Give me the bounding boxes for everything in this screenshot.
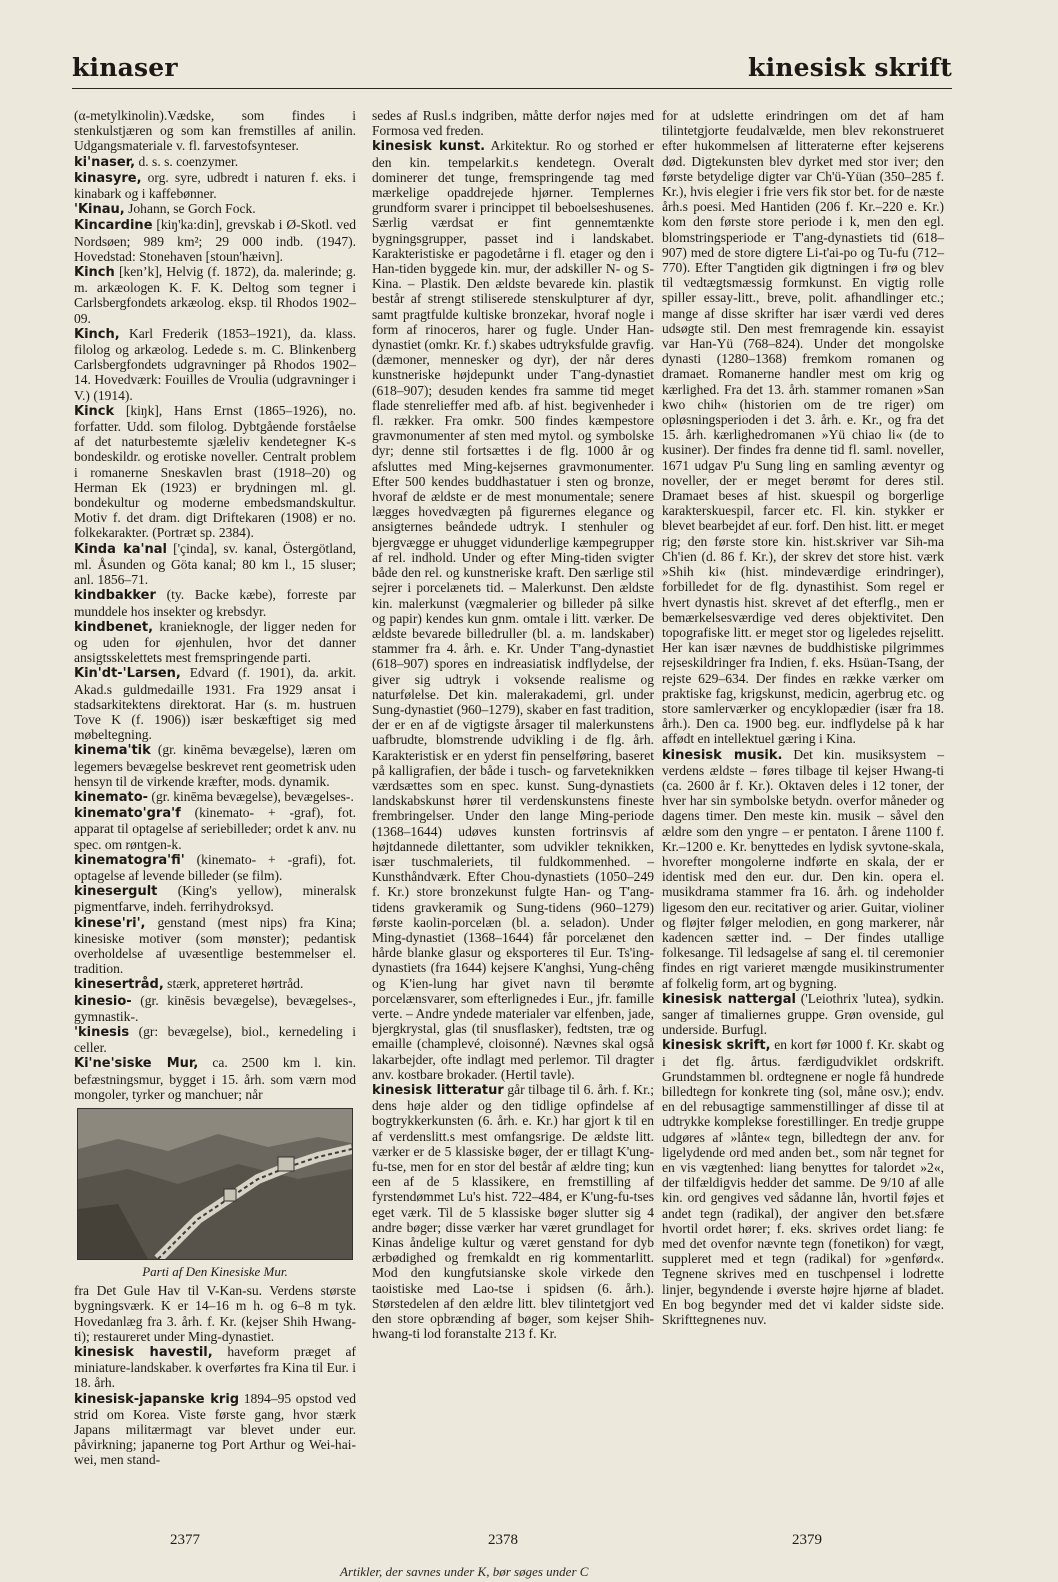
great-wall-figure: [74, 1108, 356, 1279]
dictionary-entry: [74, 619, 356, 666]
great-wall-photo: [77, 1108, 353, 1260]
dictionary-entry: [74, 541, 356, 588]
entry-text: org. syre, udbredt i naturen f. eks. i kinabark og i kaffebønner.: [74, 169, 356, 202]
entry-text: (gr. kinēsis bevægelse), bevægelses-, gymnastik-.: [74, 992, 356, 1024]
entry-headword: Kin'dt-'Larsen,: [74, 666, 181, 682]
entry-text: [kenʼk], Helvig (f. 1872), da. malerinde; g. m. arkæologen K. F. K. Deltog som tegner i Carlsbergfondets arkæolog. eksp. til Rhodos 1902–09.: [74, 264, 356, 326]
entry-headword: ki'naser,: [74, 154, 136, 170]
entry-text: (gr. kinēma bevægelse), bevægelses-.: [148, 788, 354, 804]
entry-text: [kiŋ'ka:din], grevskab i Ø-Skotl. ved Nordsøen; 989 km²; 29 000 indb. (1947). Hovedstad: Stonehaven [stoun'hæivn].: [74, 217, 356, 264]
entry-text: (kinemato- + -graf), fot. apparat til optagelse af seriebilleder; ordet k anv. nu spec. om røntgen-k.: [74, 805, 356, 852]
entry-headword: kinesisk kunst.: [372, 139, 486, 155]
entry-text: (ty. Backe kæbe), forreste par munddele hos insekter og krebsdyr.: [74, 587, 356, 619]
entry-text: (gr. kinēma bevægelse), læren om legemers bevægelse beskrevet rent geometrisk uden hensyn til de virkende kræfter, mods. dynamik.: [74, 742, 356, 789]
entry-headword: Ki'ne'siske Mur,: [74, 1056, 199, 1072]
dictionary-entry: [372, 1082, 654, 1341]
entry-text: Det kin. musiksystem – verdens ældste – føres tilbage til kejser Hwang-ti (ca. 2600 år f. Kr.). Oktaven deles i 12 toner, der hver har sin symbolske betydn. overfor måneder og dagens timer. Den meste kin. musik – såvel den ældre som den yngre – er pentaton. I årene 1100 f. Kr.–1200 e. Kr. benyttedes en lydisk syvtone-skala, hvorefter mongolerne indførte en skala, der er identisk med den eur. dur. Den kin. opera el. musikdrama stammer fra 16. årh. og indeholder ligesom den eur. recitativer og arier. Guitar, violiner og fløjter følger melodien, en gong markerer, når kadencen sætter ind. – Der findes utallige folkesange. Til ledsagelse af sang el. til ceremonier findes en rigt varieret mængde musikinstrumenter af folkelig form, art og bygning.: [662, 746, 944, 991]
entry-text: ('Leiothrix 'lutea), sydkin. sanger af timaliernes gruppe. Grøn ovenside, gul underside. Burfugl.: [662, 990, 944, 1038]
entry-text: Arkitektur. Ro og storhed er den kin. tempelarkit.s kendetegn. Overalt dominerer det tunge, fremspringende tag med mærkelige opaddrejede hjørner. Templernes grundform svarer i princippet til beboelseshusenes. Særlig værdsat er fint gennemtænkte bygningsgrupper, passet ind i landskabet. Karakteristiske er pagodetårne i fl. etager og den i Han-tiden byggede kin. mur, der adskiller N- og S-Kina. – Plastik. Den ældste bevarede kin. plastik består af strengt stiliserede stenskulpturer af dyr, samt pragtfulde kultiske bronzekar, hvoraf nogle i form af rinoceros, harer og fugle. Under Han-dynastiet (omkr. Kr. f.) skabes udtryksfulde gravfig. (dæmoner, mennesker og dyr), der når deres kunstneriske højdepunkt under T'ang-dynastiet (618–907); desuden kendes fra samme tid meget flade stenrelieffer med afb. af hist. begivenheder i fl. rækker. Fra omkr. 500 findes kæmpestore gravmonumenter af sten med mytol. og symbolske dyr; denne stil fortsættes i de flg. 1000 år og afsluttes med Ming-kejsernes gravmonumenter. Efter 500 kendes buddhastatuer i sten og bronze, hvoraf de ældste er de mest monumentale; senere lægges hovedvægten på figurernes elegance og ansigternes beåndede udtryk. I stenhuler og bjergvægge er uhugget vidunderlige kæmpegrupper af rel. indhold. Under og efter Ming-tiden svigter både den rel. og kunstneriske kraft. Den særlige stil sejrer i porcelænets tid. – Malerkunst. Den ældste kin. malerkunst (vægmalerier og billeder på silke og papir) kendes kun gnm. omtale i litt. værker. De ældste bevarede billedruller (bl. a. m. landskaber) stammer fra 4. årh. e. Kr. Under T'ang-dynastiet (618–907) spores en indreasiatisk indflydelse, der giver sig udtryk i voksende realisme og naturfølelse. Det kin. malerakademi, grl. under Sung-dynastiet (960–1279), skaber en fast tradition, der er en af de vigtigste årsager til malerkunstens uafbrudte, blomstrende udvikling i de flg. årh. Karakteristisk er en yderst fin penselføring, baseret på kalligrafien, der både i tusch- og farveteknikken værdsættes som en spec. kunst. Sung-dynastiets landskabskunst hører til verdenskunstens fineste frembringelser. Under den lange Ming-periode (1368–1644) udøves kunsten fortrinsvis af højtdannede dilettanter, som udvikler teknikken, især tuschmaleriets, til fuldkommenhed. – Kunsthåndværk. Efter Chou-dynastiets (1050–249 f. Kr.) store bronzekunst fulgte Han- og T'ang-tidens gravkeramik og Sung-tidens (960–1279) første kaolin-porcelæn (bl. a. seladon). Under Ming-dynastiet (1368–1644) får porcelænet den hårde blanke glasur og eksporteres til Eur. Ts'ing-dynastiets (fra 1644) kejsere K'anghsi, Yung-chêng og K'ien-lung har givet navn til berømte porcelænsvarer, som efterlignedes i Eur., jfr. famille verte. – Andre yndede materialer var elfenben, jade, bjergkrystal, glas (til snusflasker), fedtsten, træ og emaille (champlevé, cloisonné). Nævnes skal også lakarbejder, ofte indlagt med perlemor. Til dragter anv. kostbare brokader. (Hertil tavle).: [372, 138, 655, 1082]
entry-headword: kinesisk litteratur: [372, 1083, 504, 1098]
dictionary-entry: [74, 915, 356, 977]
entry-headword: kindbenet,: [74, 619, 154, 635]
entry-headword: kinasyre,: [74, 170, 142, 186]
dictionary-entry: [74, 1283, 356, 1344]
entry-headword: Kincardine: [74, 218, 153, 234]
dictionary-entry: [74, 789, 356, 805]
entry-headword: kinese'ri',: [74, 915, 146, 931]
dictionary-entry: [74, 1391, 356, 1468]
entry-text: går tilbage til 6. årh. f. Kr.; dens høje alder og den tidlige opfindelse af bogtrykkerkunsten (6. årh. e. Kr.) har gjort k til en af verdenslitt.s mest omfangsrige. De ældste litt. værker er de 5 klassiske bøger, der er tillagt K'ung-fu-tse, men for en stor del består af ældre ting; kun een af de 5 klassikere, en fremstilling af fyrstendømmet Lu's hist. 722–484, er K'ung-fu-tses eget værk. Til de 5 klassiske bøger slutter sig 4 andre bøger; disse værker har været grundlaget for Kinas åndelige kultur og været genstand for dyb ærbødighed og fremkaldt en rig kommentarlitt. Mod den kungfutsianske skole virkede den taoistiske med Lao-tse i spidsen (6. årh.). Størstedelen af den ældre litt. blev tilintetgjort ved den store opbrænding af bøger, som kejser Shih-hwang-ti lod foranstalte 213 f. Kr.: [372, 1082, 654, 1342]
column-3: [662, 108, 944, 1327]
entry-text: genstand (mest nips) fra Kina; kinesiske motiver (som mønster); pedantisk overholdelse af uvæsentlige bestemmelser el. tradition.: [74, 914, 356, 977]
page-number-middle: 2378: [488, 1532, 518, 1548]
entry-text: Johann, se Gorch Fock.: [124, 201, 256, 217]
entry-text: [kiŋk], Hans Ernst (1865–1926), no. forfatter. Udd. som filolog. Dybtgående forståelse af det naturbestemte sjæleliv kendetegner K-s bondeskildr. og erotiske noveller. Centralt problem i romanerne Sneskavlen brast (1918–20) og Herman Ek (1923) er brydningen ml. gl. bondekultur og moderne embedsmandskultur. Motiv f. det dram. digt Driftekaren (1908) er no. folkekarakter. (Portræt sp. 2384).: [74, 402, 356, 541]
dictionary-entry: [662, 108, 944, 747]
entry-headword: kinesisk havestil,: [74, 1345, 213, 1361]
header-right-word: kinesisk skrift: [748, 53, 952, 82]
entry-headword: Kinck: [74, 403, 115, 419]
dictionary-entry: [662, 747, 944, 991]
entry-text: (gr: bevægelse), biol., kernedeling i celler.: [74, 1023, 356, 1056]
entry-text: (King's yellow), mineralsk pigmentfarve, indeh. ferrihydroksyd.: [74, 883, 356, 915]
entry-text: stærk, appreteret hørtråd.: [163, 976, 304, 992]
dictionary-entry: [74, 976, 356, 992]
entry-headword: kinemato'gra'f: [74, 806, 181, 822]
entry-headword: 'kinesis: [74, 1024, 130, 1040]
entry-text: sedes af Rusl.s indgriben, måtte derfor nøjes med Formosa ved freden.: [372, 108, 654, 139]
entry-headword: kindbakker: [74, 588, 156, 604]
entry-text: ['çinda], sv. kanal, Östergötland, ml. Åsunden og Göta kanal; 80 km l., 15 sluser; anl. 1856–71.: [74, 540, 356, 588]
column-1: [74, 108, 356, 1468]
entry-text: d. s. s. coenzymer.: [135, 153, 239, 169]
dictionary-entry: [372, 108, 654, 138]
dictionary-entry: [74, 993, 356, 1024]
column-2: [372, 108, 654, 1341]
entry-headword: 'Kinau,: [74, 202, 125, 218]
dictionary-entry: [74, 883, 356, 914]
entry-headword: kinemato-: [74, 789, 149, 805]
dictionary-entry: [74, 805, 356, 852]
page-number-left: 2377: [170, 1532, 200, 1548]
running-header: [72, 44, 952, 89]
entry-text: haveform præget af miniature-landskaber. k overførtes fra Kina til Eur. i 18. årh.: [74, 1344, 356, 1391]
entry-text: 1894–95 opstod ved strid om Korea. Viste første gang, hvor stærk Japans militærmagt var blevet under eur. påvirkning; japanerne tog Port Arthur og Wei-hai-wei, men stand-: [74, 1390, 357, 1468]
entry-headword: kinesisk musik.: [662, 747, 783, 763]
footer-strip: Artikler, der savnes under K, bør søges under C: [340, 1564, 589, 1579]
entry-text: (kinemato- + -grafi), fot. optagelse af levende billeder (se film).: [74, 851, 356, 883]
dictionary-entry: [74, 665, 356, 742]
entry-headword: kinesisk skrift,: [662, 1038, 771, 1054]
dictionary-entry: [662, 991, 944, 1038]
dictionary-entry: [74, 108, 356, 154]
dictionary-entry: [74, 403, 356, 541]
dictionary-entry: [74, 264, 356, 326]
entry-text: (α-metylkinolin).Vædske, som findes i stenkulstjæren og som kan fremstilles af anilin. Udgangsmateriale v. fl. farvestofsynteser.: [74, 108, 356, 154]
dictionary-entry: [74, 217, 356, 264]
entry-headword: kinesisk nattergal: [662, 991, 796, 1007]
entry-text: Edvard (f. 1901), da. arkit. Akad.s guldmedaille 1931. Fra 1929 ansat i stadsarkitektens direktorat. Har (s. m. hustruen Tove K (f. 1906)) især beskæftiget sig med møbeltegning.: [74, 665, 356, 743]
entry-text: en kort før 1000 f. Kr. skabt og i det flg. årtus. færdigudviklet ordskrift. Grundstammen bl. ordtegnene er nogle få hundrede billedtegn for konkrete ting (sol, måne osv.); endv. en del rebusagtige sammenstillinger af disse til at udtrykke komplekse forestillinger. En tredje gruppe udgøres af »lånte« tegn, billedtegn der anv. for ligelydende ord med anden bet., som når tegnet for en vis vægtenhed: liang benyttes for talordet »2«, der tilfældigvis hedder det samme. De 9/10 af alle kin. ord gengives ved sådanne lån, hvortil føjes et andet tegn (radikal), der angiver den bet.sfære hvortil ordet hører; f. eks. skrives ordet liang: fe med det ovenfor nævnte tegn (fonetikon) for vægt, suppleret med et tegn (radikal) for »genførd«. Tegnene skrives med en tuschpensel i lodrette linjer, begyndende i øverste højre hjørne af bladet. En bog begynder med det vi kalder sidste side. Skrifttegnenes nuv.: [662, 1037, 944, 1328]
entry-headword: Kinda ka'nal: [74, 541, 167, 557]
dictionary-entry: [662, 1037, 944, 1327]
dictionary-entry: [74, 154, 356, 170]
header-left-word: kinaser: [72, 53, 178, 82]
entry-headword: kinesio-: [74, 993, 132, 1009]
entry-text: Karl Frederik (1853–1921), da. klass. filolog og arkæolog. Ledede s. m. C. Blinkenberg Carlsbergfondets udgravninger på Rhodos 1902–14. Hovedværk: Fouilles de Vroulia (udgravninger i V.) (1914).: [74, 325, 356, 403]
entry-headword: kinesertråd,: [74, 977, 164, 993]
dictionary-entry: [74, 1055, 356, 1102]
dictionary-entry: [74, 170, 356, 201]
dictionary-entry: [74, 326, 356, 403]
entry-headword: kinema'tik: [74, 743, 151, 759]
entry-text: ca. 2500 km l. kin. befæstningsmur, bygget i 15. årh. som værn mod mongoler, tyrker og manchuer; når: [74, 1055, 356, 1102]
dictionary-entry: [74, 1344, 356, 1391]
entry-headword: kinesergult: [74, 884, 158, 900]
entry-headword: Kinch: [74, 265, 115, 281]
entry-text: fra Det Gule Hav til V-Kan-su. Verdens største bygningsværk. K er 14–16 m h. og 6–8 m tyk. Hovedanlæg fra 3. årh. f. Kr. (kejser Shih Hwang-ti); restaureret under Ming-dynastiet.: [74, 1283, 356, 1344]
entry-headword: Kinch,: [74, 326, 120, 342]
dictionary-entry: [74, 1024, 356, 1055]
dictionary-entry: [74, 201, 356, 217]
dictionary-entry: [74, 852, 356, 883]
dictionary-entry: [372, 138, 654, 1082]
entry-headword: kinematogra'fi': [74, 852, 185, 868]
page-number-right: 2379: [792, 1532, 822, 1548]
dictionary-entry: [74, 587, 356, 618]
entry-text: kranieknogle, der ligger neden for og uden for øjenhulen, hvor det danner ansigtsskelettets mest fremspringende parti.: [74, 618, 356, 666]
dictionary-entry: [74, 742, 356, 789]
entry-text: for at udslette erindringen om det af ham tilintetgjorte feudalvælde, men blev rekonstrueret efter hukommelsen af litteraterne efter kejserens død. Digtekunsten blev dyrket med stor iver; den første betydelige digter var Ch'ü-Yüan (350–285 f. Kr.), hvis elegier i frie vers fik stor bet. for de næste årh.s poesi. Med Hantiden (206 f. Kr.–220 e. Kr.) kom den første store periode i k, men den egl. blomstringsperiode er T'ang-dynastiets tid (618–907) med de store digtere Li-t'ai-po og Tu-fu (712–770). Efter T'angtiden gik digtningen i frø og blev til vedtægtsmæssig formkunst. En vigtig rolle spiller essay-litt., breve, polit. afhandlinger etc.; mange af disse skrifter har især værdi ved deres udsøgte stil. Den mest fremragende kin. essayist var Han-Yü (768–824). Under det mongolske dynasti (1280–1368) fremkom romanen og dramaet. Romanerne handler mest om krig og kærlighed. Fra det 13. årh. stammer romanen »San kwo chih« (historien om de tre riger) om opløsningsperioden i det 3. årh. e. Kr., og fra det 15. årh. kærlighedromanen »Yü chiao li« (de to kusiner). Der findes fra denne tid fl. saml. noveller, 1671 udgav P'u Sung ling en samling æventyr og noveller, der er meget berømt for deres stil. Dramaet beses af hist. skuespil og borgerlige karakterskuespil, farcer etc. Fl. kin. stykker er blevet bearbejdet af eur. forf. Den hist. litt. er meget rig; den første store kin. hist.skriver var Sih-ma Ch'ien (d. 86 f. Kr.), der skrev det store hist. værk »Shih ki« (hist. mindeværdige erindringer), forbilledet for de flg. dynastihist. Som regel er hvert dynastis hist. skrevet af det efterflg., men er bemærkelsesværdige ved deres objektivitet. Den topografiske litt. er meget stor og ligeledes rejselitt. Her kan især nævnes de buddhistiske pilgrimmes rejseskildringer fra Indien, f. eks. Hsüan-Tsang, der rejste 629–634. Der findes en række værker om praktiske fag, krigskunst, medicin, agerbrug etc. og store samlerværker og encyklopædier (især fra 18. årh.). Den ca. 1900 beg. eur. indflydelse på k har affødt en intellektuel gæring i Kina.: [662, 108, 944, 747]
entry-headword: kinesisk-japanske krig: [74, 1391, 240, 1407]
figure-caption: Parti af Den Kinesiske Mur.: [142, 1264, 288, 1279]
